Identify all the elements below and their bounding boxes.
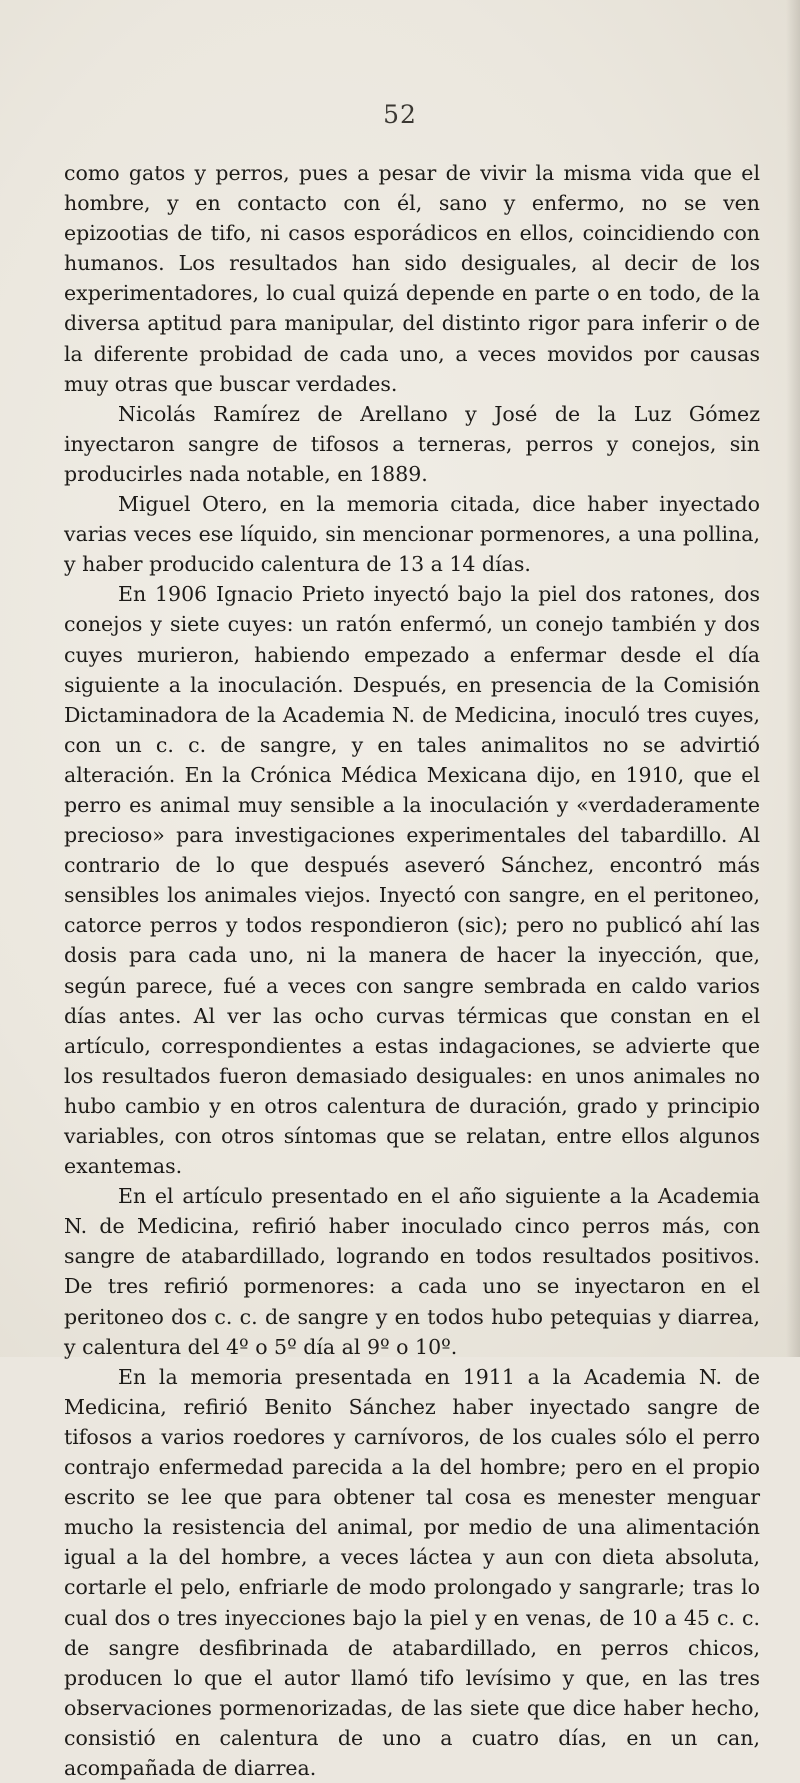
paragraph-3: Miguel Otero, en la memoria citada, dice haber inyectado varias veces ese líquido, sin mencionar pormenores, a una pollina, y haber producido calentura de 13 a 14 días. (64, 492, 760, 577)
paragraph-6: En la memoria presentada en 1911 a la Academia N. de Medicina, refirió Benito Sánchez haber inyectado sangre de tifosos a varios roedores y carnívoros, de los cuales sólo el perro contrajo enfermedad parecida a la del hombre; pero en el propio escrito se lee que para obtener tal cosa es menester menguar mucho la resistencia del animal, por medio de una alimentación igual a la del hombre, a veces láctea y aun con dieta absoluta, cortarle el pelo, enfriarle de modo prolongado y sangrarle; tras lo cual dos o tres inyecciones bajo la piel y en venas, de 10 a 45 c. c. de sangre desfibrinada de atabardillado, en perros chicos, producen lo que el autor llamó tifo levísimo y que, en las tres observaciones pormenorizadas, de las siete que dice haber hecho, consistió en calentura de uno a cuatro días, en un can, acompañada de diarrea. (64, 1364, 760, 1780)
page-number: 52 (383, 100, 417, 129)
paragraph-1: como gatos y perros, pues a pesar de vivir la misma vida que el hombre, y en contacto con él, sano y enfermo, no se ven epizootias de tifo, ni casos esporádicos en ellos, coincidiendo con humanos. Los resultados han sido desiguales, al decir de los experimentadores, lo cual quizá depende en parte o en todo, de la diversa aptitud para manipular, del distinto rigor para inferir o de la diferente probidad de cada uno, a veces movidos por causas muy otras que buscar verdades. (64, 161, 760, 396)
paragraph-2: Nicolás Ramírez de Arellano y José de la Luz Gómez inyectaron sangre de tifosos a terneras, perros y conejos, sin producirles nada notable, en 1889. (64, 401, 760, 486)
page-edge-shadow (786, 0, 800, 1357)
paragraph-5: En el artículo presentado en el año siguiente a la Academia N. de Medicina, refirió haber inoculado cinco perros más, con sangre de atabardillado, logrando en todos resultados positivos. De tres refirió pormenores: a cada uno se inyectaron en el peritoneo dos c. c. de sangre y en todos hubo petequias y diarrea, y calentura del 4º o 5º día al 9º o 10º. (64, 1184, 760, 1359)
paragraph-4: En 1906 Ignacio Prieto inyectó bajo la piel dos ratones, dos conejos y siete cuyes: un ratón enfermó, un conejo también y dos cuyes murieron, habiendo empezado a enfermar desde el día siguiente a la inoculación. Después, en presencia de la Comisión Dictaminadora de la Academia N. de Medicina, inoculó tres cuyes, con un c. c. de sangre, y en tales animalitos no se advirtió alteración. En la Crónica Médica Mexicana dijo, en 1910, que el perro es animal muy sensible a la inoculación y «verdaderamente precioso» para investigaciones experimentales del tabardillo. Al contrario de lo que después aseveró Sánchez, encontró más sensibles los animales viejos. Inyectó con sangre, en el peritoneo, catorce perros y todos respondieron (sic); pero no publicó ahí las dosis para cada uno, ni la manera de hacer la inyección, que, según parece, fué a veces con sangre sembrada en caldo varios días antes. Al ver las ocho curvas térmicas que constan en el artículo, correspondientes a estas indagaciones, se advierte que los resultados fueron demasiado desiguales: en unos animales no hubo cambio y en otros calentura de duración, grado y principio variables, con otros síntomas que se relatan, entre ellos algunos exantemas. (64, 582, 760, 1179)
body-text (64, 158, 760, 1783)
